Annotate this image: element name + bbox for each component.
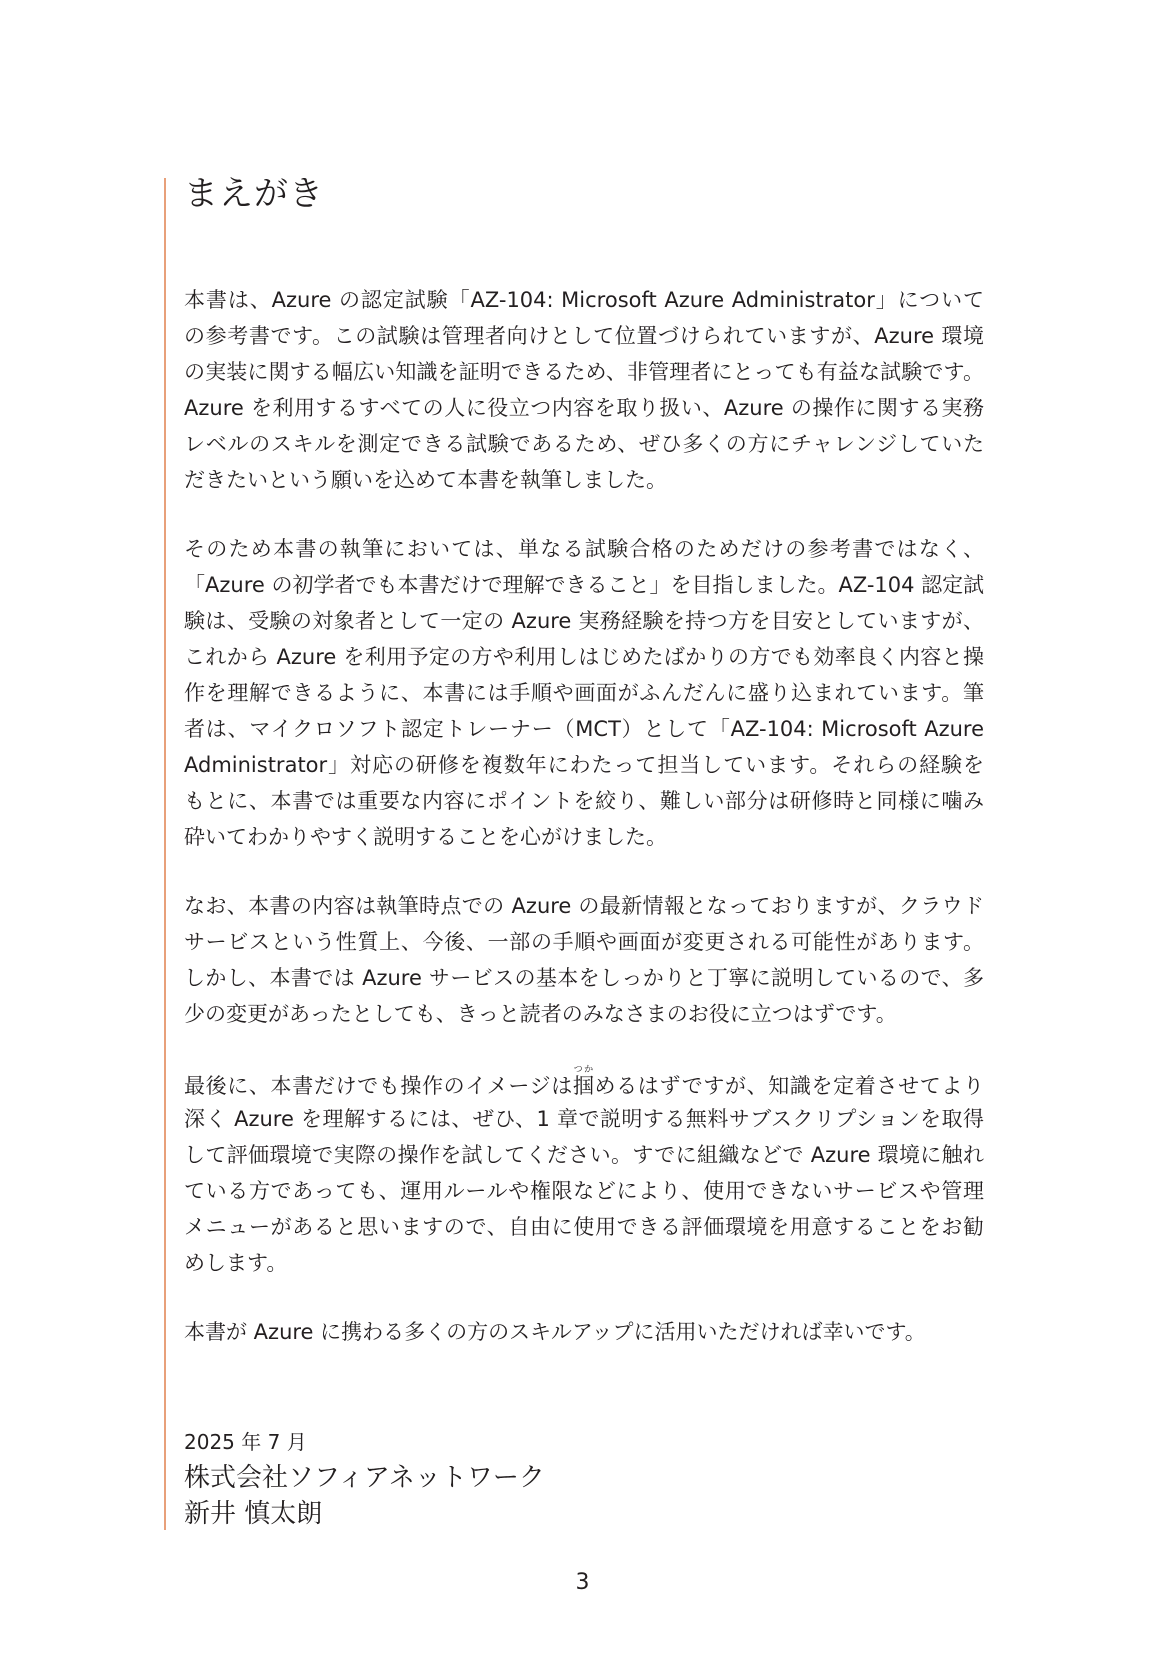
- text-line: これから Azure を利用予定の方や利用しはじめたばかりの方でも効率良く内容と操: [184, 645, 984, 669]
- text-line: 本書は、Azure の認定試験「AZ-104: Microsoft Azure Administrator」について: [184, 288, 984, 312]
- paragraph-1: [184, 282, 984, 498]
- paragraph-4: [184, 1065, 984, 1281]
- text-line: の実装に関する幅広い知識を証明できるため、非管理者にとっても有益な試験です。: [184, 360, 984, 384]
- text-line: 「Azure の初学者でも本書だけで理解できること」を目指しました。AZ-104 認定試: [184, 573, 985, 597]
- text-line: 作を理解できるように、本書には手順や画面がふんだんに盛り込まれています。筆: [184, 681, 984, 705]
- page-title: まえがき: [184, 174, 324, 214]
- text-line: しかし、本書では Azure サービスの基本をしっかりと丁寧に説明しているので、多: [184, 966, 984, 990]
- text-line: もとに、本書では重要な内容にポイントを絞り、難しい部分は研修時と同様に噛み: [184, 789, 984, 813]
- signature-company: 株式会社ソフィアネットワーク: [184, 1463, 545, 1493]
- text-line: [184, 1065, 984, 1101]
- text-line: Administrator」対応の研修を複数年にわたって担当しています。それらの経験を: [184, 753, 984, 777]
- text-line: サービスという性質上、今後、一部の手順や画面が変更される可能性があります。: [184, 930, 984, 954]
- signature-block: [184, 1424, 545, 1532]
- paragraph-5: [184, 1314, 984, 1350]
- text-line: Azure を利用するすべての人に役立つ内容を取り扱い、Azure の操作に関する実務: [184, 396, 984, 420]
- text-fragment: めるはずですが、知識を定着させてより: [594, 1074, 984, 1098]
- margin-accent-rule: [164, 178, 166, 1530]
- page-number: 3: [575, 1570, 590, 1595]
- body-text: [184, 282, 984, 1383]
- text-line: 砕いてわかりやすく説明することを心がけました。: [184, 825, 667, 849]
- text-line: して評価環境で実際の操作を試してください。すでに組織などで Azure 環境に触れ: [184, 1143, 984, 1167]
- text-line: だきたいという願いを込めて本書を執筆しました。: [184, 468, 667, 492]
- text-line: 本書が Azure に携わる多くの方のスキルアップに活用いただければ幸いです。: [184, 1320, 926, 1344]
- text-line: めします。: [184, 1251, 288, 1275]
- ruby-base: 掴: [572, 1074, 595, 1098]
- text-line: の参考書です。この試験は管理者向けとして位置づけられていますが、Azure 環境: [184, 324, 984, 348]
- text-line: レベルのスキルを測定できる試験であるため、ぜひ多くの方にチャレンジしていた: [184, 432, 984, 456]
- ruby-annotation: [572, 1065, 595, 1098]
- text-line: メニューがあると思いますので、自由に使用できる評価環境を用意することをお勧: [184, 1215, 984, 1239]
- text-line: 験は、受験の対象者として一定の Azure 実務経験を持つ方を目安としていますが、: [184, 609, 984, 633]
- text-line: なお、本書の内容は執筆時点での Azure の最新情報となっておりますが、クラウド: [184, 894, 984, 918]
- signature-date: 2025 年 7 月: [184, 1430, 307, 1454]
- text-fragment: 最後に、本書だけでも操作のイメージは: [184, 1074, 573, 1098]
- text-line: 少の変更があったとしても、きっと読者のみなさまのお役に立つはずです。: [184, 1002, 897, 1026]
- ruby-reading: つか: [572, 1065, 594, 1075]
- paragraph-2: [184, 531, 984, 855]
- text-line: 者は、マイクロソフト認定トレーナー（MCT）として「AZ-104: Microsoft Azure: [184, 717, 984, 741]
- paragraph-3: [184, 888, 984, 1032]
- signature-author: 新井 慎太朗: [184, 1499, 323, 1529]
- text-line: 深く Azure を理解するには、ぜひ、1 章で説明する無料サブスクリプションを取得: [184, 1107, 984, 1131]
- text-line: そのため本書の執筆においては、単なる試験合格のためだけの参考書ではなく、: [184, 537, 984, 561]
- text-line: ている方であっても、運用ルールや権限などにより、使用できないサービスや管理: [184, 1179, 984, 1203]
